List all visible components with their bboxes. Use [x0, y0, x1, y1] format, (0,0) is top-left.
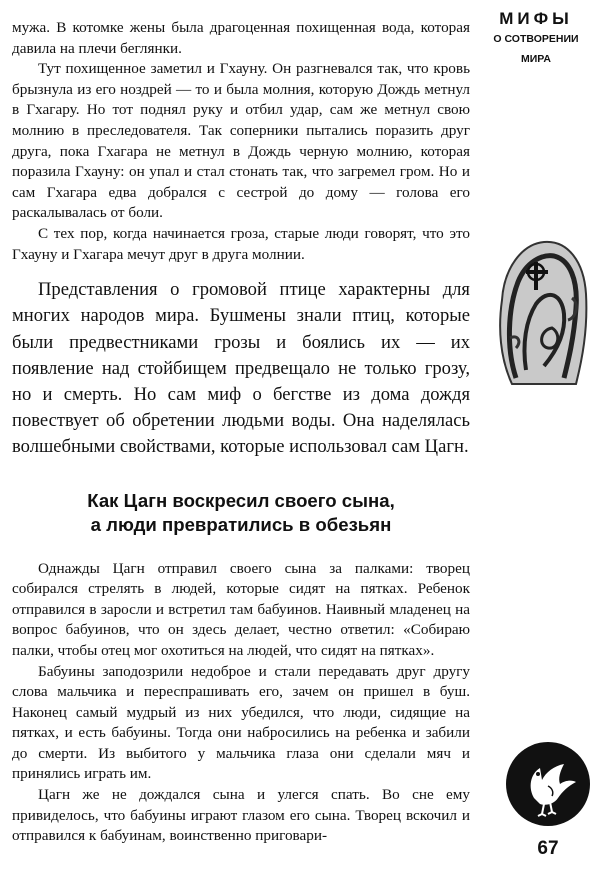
running-header — [482, 8, 590, 70]
commentary-paragraph: Представления о громовой птице характерны для многих народов мира. Бушмены знали птиц, которые были предвестниками грозы и боялись их — их появление над стойбищем предвещало не только грозу, но и смерть. Но сам миф о бегстве из дома дождя повествует об обретении людьми воды. Она наделялась волшебными свойствами, которые использовал сам Цагн. — [12, 279, 470, 458]
paragraph-bottom-1: Однажды Цагн отправил своего сына за палками: творец собирался стрелять в людей, которые сидят на пятках. Ребенок отправился в заросли и встретил там бабуинов. Наивный младенец на вопрос бабуинов, что он здесь делает, честно ответил: «Собираю палки, чтобы отец мог охотиться на людей, что сидят на пятках». — [12, 559, 470, 659]
bird-emblem-icon — [504, 740, 592, 828]
paragraph-bottom-2: Бабуины заподозрили недоброе и стали передавать друг другу слова мальчика и переспрашивать его, зачем он пришел в буш. Наконец самый мудрый из них убедился, что люди, сидящие на пятках, и есть бабуины. Тогда они набросились на ребенка и забили до смерти. Из выбитого у мальчика глаза они сделали мяч и принялись играть им. — [12, 662, 470, 783]
section-title-line-2: а люди превратились в обезьян — [90, 513, 392, 535]
section-title — [12, 489, 470, 537]
paragraph-bottom-3: Цагн же не дождался сына и улегся спать. Во сне ему привиделось, что бабуины играют глазом его сына. Творец вскочил и отправился к бабуинам, воинственно приговари- — [12, 786, 470, 845]
paragraph-top-3: С тех пор, когда начинается гроза, старые люди говорят, что это Гхауну и Гхагара мечут друг в друга молнии. — [12, 224, 470, 263]
header-line-3: МИРА — [521, 53, 551, 65]
main-text-column — [12, 18, 470, 847]
runestone-illustration-icon — [492, 238, 592, 386]
section-title-line-1: Как Цагн воскресил своего сына, — [87, 489, 395, 511]
page-number: 67 — [537, 838, 559, 859]
header-line-1: МИФЫ — [499, 9, 573, 28]
paragraph-top-1: мужа. В котомке жены была драгоценная похищенная вода, которая давила на плечи беглянки. — [12, 19, 470, 57]
header-line-2: О СОТВОРЕНИИ — [493, 33, 579, 45]
paragraph-top-2: Тут похищенное заметил и Гхауну. Он разгневался так, что кровь брызнула из его ноздрей — то и была молния, которую Дождь метнул в Гхагару. Но тот поднял руку и отбил удар, сам же метнул свою молнию в преследователя. Так соперники пытались поразить друг друга, пока Гхагара не метнул в Дождь черную молнию, которая поразила Гхауну: он упал и стал стонать так, что загремел гром. Но и сам Гхагара едва добрался с сестрой до дому — голова его раскалывалась от боли. — [12, 60, 470, 222]
